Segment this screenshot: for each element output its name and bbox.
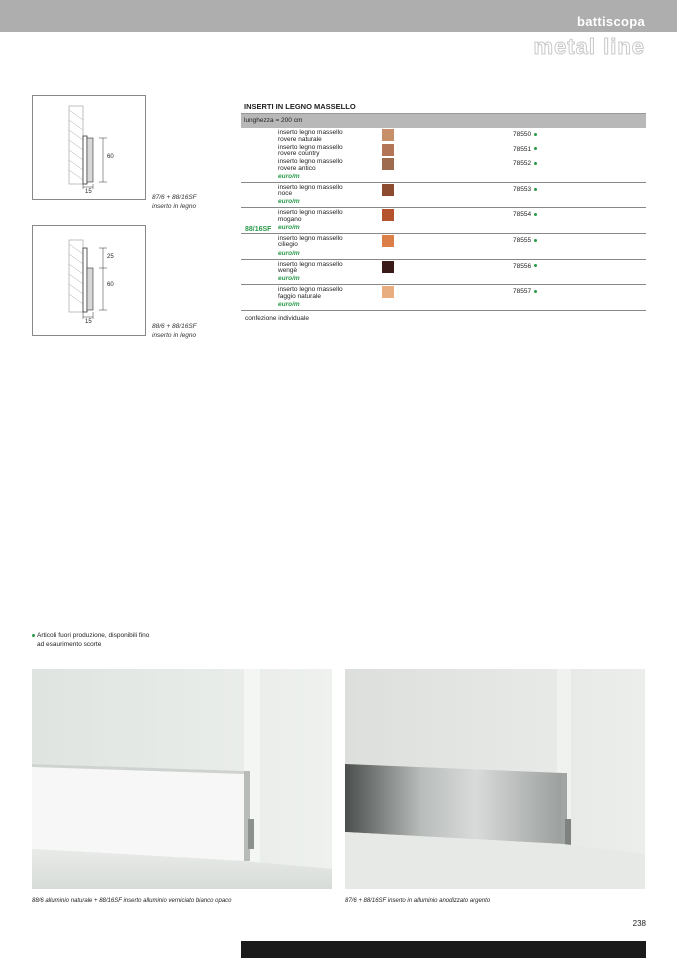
table-row — [241, 260, 646, 275]
product-code: 88/16SF — [245, 226, 272, 233]
item-code — [513, 237, 537, 244]
item-code-text: 78555 — [513, 236, 532, 244]
dimension-label: 15 — [85, 319, 92, 325]
item-code — [513, 131, 537, 138]
table-group — [241, 260, 646, 286]
bullet-dot-icon — [534, 264, 537, 267]
footnote — [32, 631, 149, 649]
bullet-dot-icon — [534, 290, 537, 293]
technical-drawing-1 — [32, 95, 146, 200]
bullet-dot-icon — [32, 634, 35, 637]
euro-label: euro/m — [278, 275, 300, 283]
item-code-text: 78551 — [513, 145, 532, 153]
table-group — [241, 208, 646, 234]
color-swatch — [382, 129, 394, 141]
dimension-label: 60 — [107, 282, 114, 288]
color-swatch — [382, 209, 394, 221]
item-desc-line: rovere naturale — [278, 135, 322, 143]
item-desc-line: inserto legno massello — [278, 129, 343, 136]
item-description — [278, 287, 343, 300]
item-desc-line: inserto legno massello — [278, 286, 343, 294]
item-desc-line: rovere antico — [278, 164, 316, 172]
item-code-text: 78554 — [513, 211, 532, 219]
bullet-dot-icon — [534, 162, 537, 165]
item-desc-line: wengè — [278, 267, 298, 275]
bullet-dot-icon — [534, 188, 537, 191]
dimension-label: 25 — [107, 254, 114, 260]
footer-bar — [241, 941, 646, 958]
caption-code: 88/6 + 88/16SF — [152, 323, 197, 330]
photo-caption-1: 88/6 alluminio naturale + 88/16SF inserto alluminio verniciato bianco opaco — [32, 898, 232, 904]
item-code — [513, 263, 537, 270]
photo-caption-2: 87/6 + 88/16SF inserto in alluminio anodizzato argento — [345, 898, 491, 904]
table-row — [241, 157, 646, 172]
header-bar — [0, 0, 677, 32]
color-swatch — [382, 261, 394, 273]
euro-label: euro/m — [278, 223, 300, 231]
table-footer: confezione individuale — [245, 314, 309, 322]
euro-label: euro/m — [278, 198, 300, 206]
color-swatch — [382, 184, 394, 196]
footnote-line: ad esaurimento scorte — [37, 641, 102, 648]
item-code-text: 78552 — [513, 160, 532, 168]
product-photo-2 — [345, 669, 645, 889]
item-description — [278, 262, 343, 275]
page-subtitle: metal line — [533, 34, 645, 59]
item-code-text: 78556 — [513, 262, 532, 270]
table-row — [241, 285, 646, 300]
drawing-caption-2 — [152, 322, 197, 340]
item-code — [513, 288, 537, 295]
item-code — [513, 186, 537, 193]
color-swatch — [382, 235, 394, 247]
item-code — [513, 211, 537, 218]
item-description — [278, 159, 343, 172]
table-row — [241, 183, 646, 198]
table-group — [241, 234, 646, 260]
table-group — [241, 285, 646, 311]
item-code — [513, 160, 537, 167]
euro-label: euro/m — [278, 172, 300, 180]
item-description — [278, 145, 343, 158]
item-code — [513, 146, 537, 153]
color-swatch — [382, 158, 394, 170]
item-desc-line: mogano — [278, 215, 302, 223]
euro-label: euro/m — [278, 300, 300, 308]
product-photo-1 — [32, 669, 332, 889]
item-description — [278, 185, 343, 198]
table-row — [241, 234, 646, 249]
item-desc-line: noce — [278, 190, 293, 198]
technical-drawing-2 — [32, 225, 146, 336]
item-description — [278, 210, 343, 223]
table-group — [241, 128, 646, 183]
bullet-dot-icon — [534, 147, 537, 150]
dimension-label: 60 — [107, 154, 114, 160]
caption-text: inserto in legno — [152, 332, 197, 339]
table-row — [241, 208, 646, 223]
dimension-label: 15 — [85, 189, 92, 195]
item-desc-line: inserto legno massello — [278, 260, 343, 268]
item-desc-line: rovere country — [278, 150, 320, 158]
color-swatch — [382, 144, 394, 156]
table-header: lunghezza = 200 cm — [241, 114, 646, 128]
page-title: battiscopa — [576, 14, 645, 29]
page-number: 238 — [632, 919, 646, 928]
footnote-line: Articoli fuori produzione, disponibili fino — [37, 632, 150, 639]
product-table — [241, 100, 646, 322]
bullet-dot-icon — [534, 213, 537, 216]
item-desc-line: faggio naturale — [278, 292, 322, 300]
item-code-text: 78553 — [513, 185, 532, 193]
bullet-dot-icon — [534, 133, 537, 136]
drawing-caption-1 — [152, 193, 197, 211]
euro-label: euro/m — [278, 249, 300, 257]
table-row — [241, 128, 646, 143]
table-group — [241, 183, 646, 209]
item-desc-line: ciliegio — [278, 241, 298, 249]
caption-code: 87/6 + 88/16SF — [152, 194, 197, 201]
item-desc-line: inserto legno massello — [278, 183, 343, 191]
item-description — [278, 236, 343, 249]
table-title: INSERTI IN LEGNO MASSELLO — [241, 100, 646, 114]
item-desc-line: inserto legno massello — [278, 209, 343, 217]
item-desc-line: inserto legno massello — [278, 158, 343, 166]
color-swatch — [382, 286, 394, 298]
caption-text: inserto in legno — [152, 203, 197, 210]
table-row — [241, 143, 646, 158]
item-code-text: 78557 — [513, 288, 532, 296]
item-desc-line: inserto legno massello — [278, 143, 343, 151]
item-description — [278, 130, 343, 143]
table-rows — [241, 128, 646, 311]
item-desc-line: inserto legno massello — [278, 234, 343, 242]
item-code-text: 78550 — [513, 131, 532, 138]
bullet-dot-icon — [534, 239, 537, 242]
